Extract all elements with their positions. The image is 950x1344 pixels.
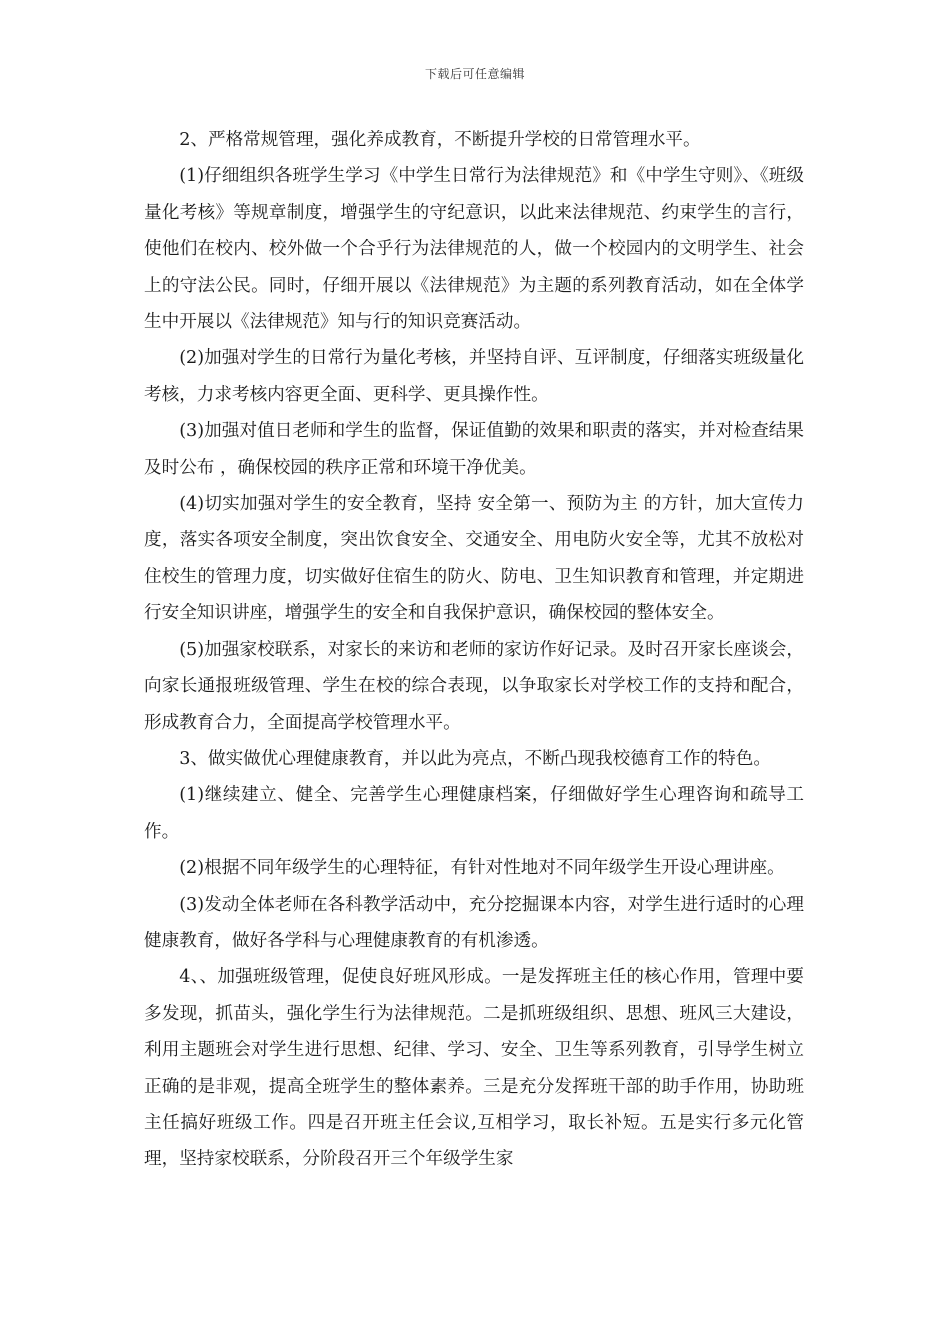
- paragraph-item-3-2: (2)根据不同年级学生的心理特征，有针对性地对不同年级学生开设心理讲座。: [179, 858, 785, 879]
- paragraph-item-2-2: (2)加强对学生的日常行为量化考核，并坚持自评、互评制度，仔细落实班级量化考核，力求考核内容更全面、更科学、更具操作性。: [144, 348, 804, 405]
- header-note: 下载后可任意编辑: [424, 67, 525, 81]
- paragraph-item-2-3: (3)加强对值日老师和学生的监督，保证值勤的效果和职责的落实，并对检查结果及时公布 ，确保校园的秩序正常和环境干净优美。: [144, 421, 804, 478]
- paragraph-item-3-1: (1)继续建立、健全、完善学生心理健康档案，仔细做好学生心理咨询和疏导工作。: [144, 785, 804, 842]
- document-body: [144, 122, 804, 1178]
- paragraph-item-2-5: (5)加强家校联系，对家长的来访和老师的家访作好记录。及时召开家长座谈会，向家长通报班级管理、学生在校的综合表现，以争取家长对学校工作的支持和配合，形成教育合力，全面提高学校管理水平。: [144, 639, 804, 733]
- paragraph-item-2-1: (1)仔细组织各班学生学习《中学生日常行为法律规范》和《中学生守则》、《班级量化考核》等规章制度，增强学生的守纪意识，以此来法律规范、约束学生的言行，使他们在校内、校外做一个合乎行为法律规范的人，做一个校园内的文明学生、社会上的守法公民。同时，仔细开展以《法律规范》为主题的系列教育活动，如在全体学生中开展以《法律规范》知与行的知识竞赛活动。: [144, 166, 804, 333]
- paragraph-item-2-4: (4)切实加强对学生的安全教育，坚持 安全第一、预防为主 的方针，加大宣传力度，落实各项安全制度，突出饮食安全、交通安全、用电防火安全等，尤其不放松对住校生的管理力度，切实做好住宿生的防火、防电、卫生知识教育和管理，并定期进行安全知识讲座，增强学生的安全和自我保护意识，确保校园的整体安全。: [144, 494, 804, 624]
- paragraph-item-2-heading: 2、严格常规管理，强化养成教育，不断提升学校的日常管理水平。: [179, 130, 701, 150]
- paragraph-item-3-3: (3)发动全体老师在各科教学活动中，充分挖掘课本内容，对学生进行适时的心理健康教育，做好各学科与心理健康教育的有机渗透。: [144, 894, 804, 951]
- paragraph-item-3-heading: 3、做实做优心理健康教育，并以此为亮点，不断凸现我校德育工作的特色。: [179, 748, 771, 769]
- paragraph-item-4: 4、、加强班级管理，促使良好班风形成。一是发挥班主任的核心作用，管理中要多发现，抓苗头，强化学生行为法律规范。二是抓班级组织、思想、班风三大建设，利用主题班会对学生进行思想、纪律、学习、安全、卫生等系列教育，引导学生树立正确的是非观，提高全班学生的整体素养。三是充分发挥班干部的助手作用，协助班主任搞好班级工作。四是召开班主任会议,互相学习，取长补短。五是实行多元化管理，坚持家校联系，分阶段召开三个年级学生家: [144, 967, 804, 1170]
